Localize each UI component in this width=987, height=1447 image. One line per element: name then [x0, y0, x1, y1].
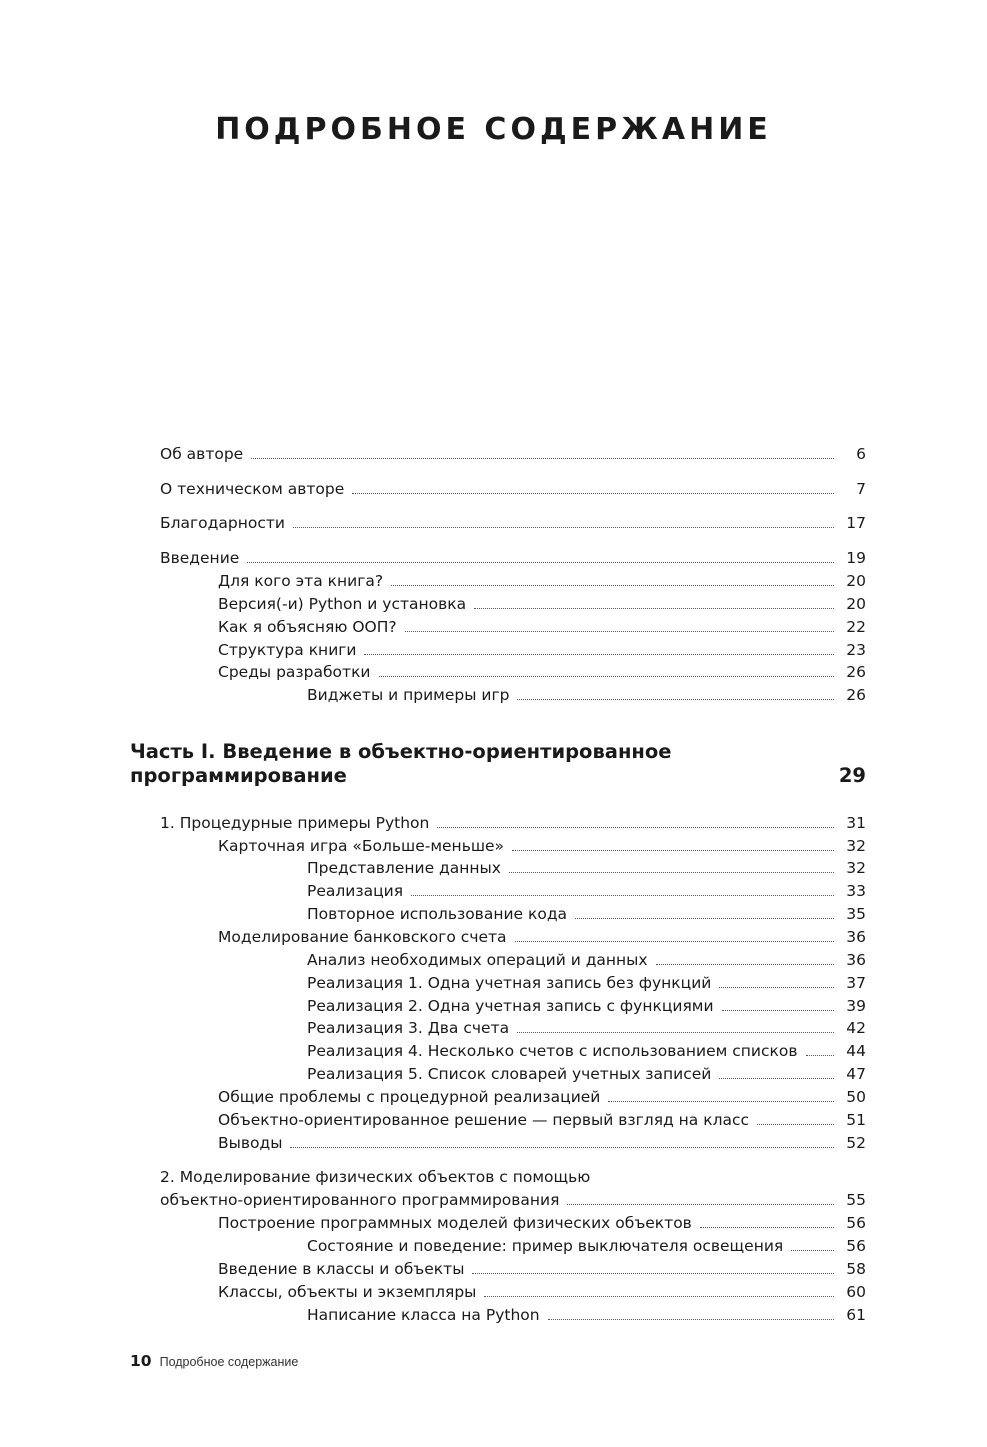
toc-entry-page: 36	[846, 951, 866, 969]
dot-leader	[293, 527, 834, 528]
toc-entry[interactable]	[218, 617, 866, 637]
toc-entry-page: 26	[846, 686, 866, 704]
toc-entry-label: Об авторе	[160, 445, 244, 463]
toc-entry-label: Структура книги	[218, 641, 357, 659]
toc-entry[interactable]	[307, 1236, 866, 1256]
toc-entry-page: 42	[846, 1019, 866, 1037]
page-footer	[130, 1352, 298, 1370]
dot-leader	[722, 1010, 834, 1011]
dot-leader	[405, 631, 834, 632]
dot-leader	[791, 1250, 834, 1251]
toc-entry-label: Состояние и поведение: пример выключателя освещения	[307, 1237, 784, 1255]
toc-entry[interactable]	[218, 927, 866, 947]
toc-entry-page: 20	[846, 572, 866, 590]
toc-entry-page: 56	[846, 1237, 866, 1255]
toc-entry[interactable]	[218, 571, 866, 591]
toc-entry[interactable]	[307, 950, 866, 970]
toc-entry-page: 32	[846, 837, 866, 855]
part-title-line1: Часть I. Введение в объектно-ориентированное	[130, 740, 672, 763]
dot-leader	[437, 827, 834, 828]
dot-leader	[517, 699, 834, 700]
dot-leader	[517, 1032, 834, 1033]
toc-entry-label: Реализация	[307, 882, 404, 900]
toc-entry-label: Выводы	[218, 1134, 283, 1152]
toc-entry-label: Классы, объекты и экземпляры	[218, 1283, 477, 1301]
toc-entry-label: Введение	[160, 549, 240, 567]
dot-leader	[575, 918, 834, 919]
toc-entry[interactable]	[218, 1213, 866, 1233]
toc-entry-label: Общие проблемы с процедурной реализацией	[218, 1088, 601, 1106]
part-page-number: 29	[838, 764, 866, 787]
dot-leader	[251, 458, 834, 459]
toc-entry-page: 17	[846, 514, 866, 532]
toc-entry-page: 33	[846, 882, 866, 900]
dot-leader	[656, 964, 834, 965]
dot-leader	[719, 987, 834, 988]
toc-entry[interactable]	[218, 836, 866, 856]
toc-entry-label: Виджеты и примеры игр	[307, 686, 510, 704]
dot-leader	[379, 676, 834, 677]
toc-chapter-2[interactable]	[160, 1190, 866, 1210]
toc-entry[interactable]	[307, 1018, 866, 1038]
toc-entry-label: Написание класса на Python	[307, 1306, 540, 1324]
dot-leader	[290, 1147, 834, 1148]
toc-entry[interactable]	[218, 640, 866, 660]
toc-entry-label: О техническом авторе	[160, 480, 345, 498]
dot-leader	[472, 1273, 834, 1274]
toc-entry-label: Реализация 1. Одна учетная запись без функций	[307, 974, 712, 992]
part-title-line2: программирование	[130, 764, 347, 787]
toc-entry-page: 6	[856, 445, 866, 463]
toc-entry-page: 61	[846, 1306, 866, 1324]
toc-entry-page: 39	[846, 997, 866, 1015]
dot-leader	[474, 608, 834, 609]
toc-entry-page: 50	[846, 1088, 866, 1106]
toc-entry[interactable]	[307, 685, 866, 705]
dot-leader	[548, 1319, 834, 1320]
toc-entry[interactable]	[307, 1305, 866, 1325]
toc-entry[interactable]	[218, 662, 866, 682]
toc-entry-label: Реализация 2. Одна учетная запись с функциями	[307, 997, 714, 1015]
toc-entry-page: 22	[846, 618, 866, 636]
toc-entry[interactable]	[307, 904, 866, 924]
toc-entry-label: Благодарности	[160, 514, 285, 532]
dot-leader	[484, 1296, 834, 1297]
toc-entry-label: Реализация 3. Два счета	[307, 1019, 510, 1037]
toc-entry-page: 47	[846, 1065, 866, 1083]
toc-entry-label: Реализация 5. Список словарей учетных записей	[307, 1065, 712, 1083]
toc-entry-page: 19	[846, 549, 866, 567]
toc-entry-label: Как я объясняю ООП?	[218, 618, 397, 636]
toc-entry-acknowledgements[interactable]	[160, 513, 866, 533]
toc-entry[interactable]	[307, 881, 866, 901]
footer-running-title: Подробное содержание	[159, 1355, 299, 1369]
toc-entry-page: 60	[846, 1283, 866, 1301]
toc-entry-label: Версия(-и) Python и установка	[218, 595, 467, 613]
toc-entry-label: 1. Процедурные примеры Python	[160, 814, 430, 832]
dot-leader	[608, 1101, 834, 1102]
toc-entry-label: Объектно-ориентированное решение — первый взгляд на класс	[218, 1111, 750, 1129]
toc-entry-label: Введение в классы и объекты	[218, 1260, 465, 1278]
dot-leader	[364, 654, 834, 655]
toc-entry[interactable]	[218, 1282, 866, 1302]
toc-entry-about-author[interactable]	[160, 444, 866, 464]
toc-entry-page: 51	[846, 1111, 866, 1129]
toc-entry-page: 36	[846, 928, 866, 946]
toc-entry-page: 52	[846, 1134, 866, 1152]
toc-entry-label: объектно-ориентированного программирования	[160, 1191, 560, 1209]
toc-entry[interactable]	[307, 858, 866, 878]
toc-entry-label: Моделирование банковского счета	[218, 928, 507, 946]
toc-entry-page: 20	[846, 595, 866, 613]
toc-entry-page: 37	[846, 974, 866, 992]
toc-entry-page: 44	[846, 1042, 866, 1060]
dot-leader	[719, 1078, 834, 1079]
toc-entry[interactable]	[218, 1110, 866, 1130]
toc-entry-introduction[interactable]	[160, 548, 866, 568]
toc-entry-page: 35	[846, 905, 866, 923]
toc-entry[interactable]	[307, 973, 866, 993]
toc-entry-label: Представление данных	[307, 859, 501, 877]
dot-leader	[806, 1055, 834, 1056]
dot-leader	[352, 493, 834, 494]
toc-entry-label: Анализ необходимых операций и данных	[307, 951, 648, 969]
toc-chapter-2-title-line[interactable]	[160, 1167, 866, 1187]
toc-entry-label: Реализация 4. Несколько счетов с использованием списков	[307, 1042, 798, 1060]
toc-entry[interactable]	[218, 1133, 866, 1153]
toc-entry[interactable]	[307, 1041, 866, 1061]
dot-leader	[567, 1204, 834, 1205]
toc-chapter-1[interactable]	[160, 813, 866, 833]
toc-entry-page: 31	[846, 814, 866, 832]
dot-leader	[391, 585, 834, 586]
toc-entry-page: 23	[846, 641, 866, 659]
toc-entry-page: 32	[846, 859, 866, 877]
toc-entry-page: 26	[846, 663, 866, 681]
dot-leader	[700, 1227, 834, 1228]
toc-entry-label: Карточная игра «Больше-меньше»	[218, 837, 505, 855]
toc-entry-label: Повторное использование кода	[307, 905, 568, 923]
part-heading[interactable]	[130, 740, 868, 788]
toc-entry-tech-author[interactable]	[160, 479, 866, 499]
toc-entry-page: 55	[846, 1191, 866, 1209]
dot-leader	[757, 1124, 834, 1125]
toc-entry-label: Среды разработки	[218, 663, 371, 681]
dot-leader	[411, 895, 834, 896]
page-title: ПОДРОБНОЕ СОДЕРЖАНИЕ	[215, 112, 772, 147]
toc-entry-label: 2. Моделирование физических объектов с помощью	[160, 1168, 591, 1186]
dot-leader	[247, 562, 834, 563]
toc-entry-label: Для кого эта книга?	[218, 572, 384, 590]
toc-entry[interactable]	[218, 594, 866, 614]
dot-leader	[512, 850, 834, 851]
toc-entry[interactable]	[307, 1064, 866, 1084]
toc-entry[interactable]	[307, 996, 866, 1016]
footer-page-number: 10	[130, 1352, 152, 1370]
toc-entry-page: 58	[846, 1260, 866, 1278]
toc-entry[interactable]	[218, 1259, 866, 1279]
dot-leader	[509, 872, 834, 873]
toc-entry-label: Построение программных моделей физических объектов	[218, 1214, 692, 1232]
toc-entry-page: 7	[856, 480, 866, 498]
dot-leader	[515, 941, 834, 942]
toc-entry[interactable]	[218, 1087, 866, 1107]
toc-entry-page: 56	[846, 1214, 866, 1232]
